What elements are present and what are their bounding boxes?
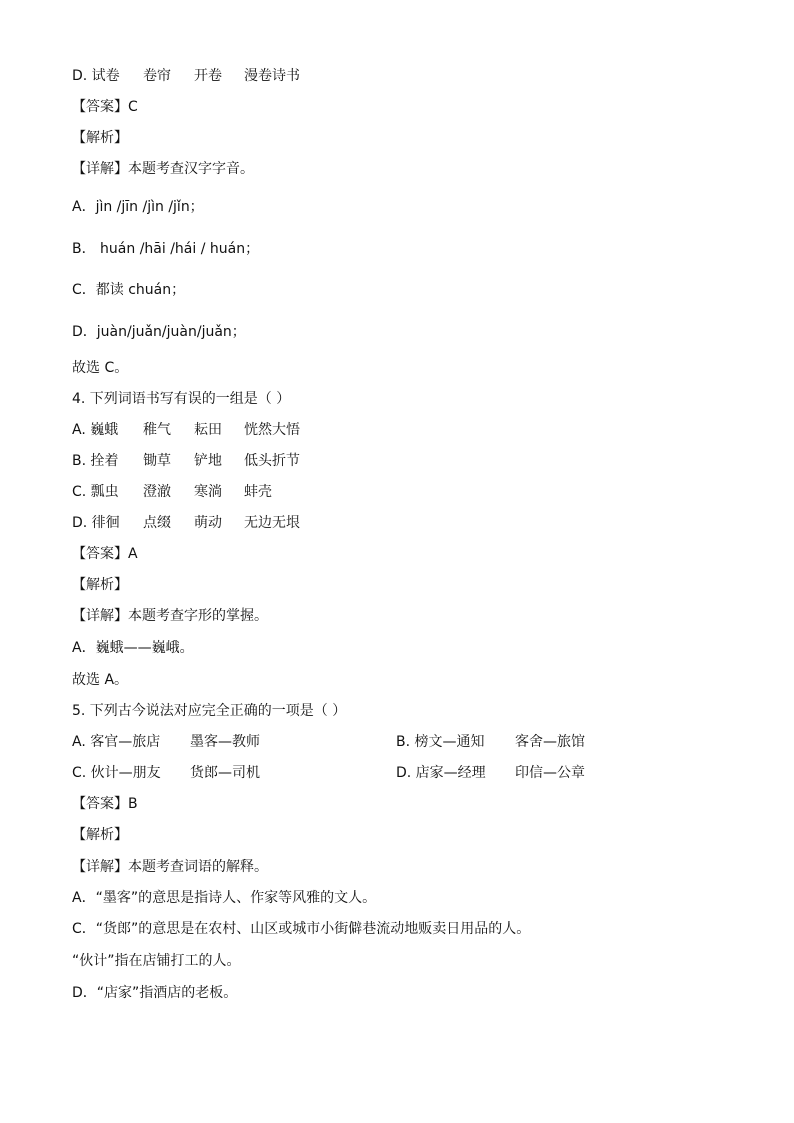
q4-option-a <box>72 420 300 440</box>
q3-option-d-word2: 卷帘 <box>143 68 171 84</box>
q3-answer: 【答案】C <box>72 99 138 115</box>
q4-option-c-word4: 蚌壳 <box>244 484 272 500</box>
q5-option-b-pair1: B. 榜文—通知 <box>396 734 485 750</box>
q5-answer: 【答案】B <box>72 796 138 812</box>
q4-option-b-word4: 低头折节 <box>244 453 300 469</box>
q5-option-d-pair1: D. 店家—经理 <box>396 765 486 781</box>
q5-question: 5. 下列古今说法对应完全正确的一项是（ ） <box>72 703 347 719</box>
q5-explanation-d: D．“店家”指酒店的老板。 <box>72 985 238 1001</box>
q4-option-d-word3: 萌动 <box>194 515 222 531</box>
q4-option-c <box>72 482 272 502</box>
q5-option-d-pair2: 印信—公章 <box>515 765 585 781</box>
q5-option-d <box>396 763 720 783</box>
q5-detail: 【详解】本题考查词语的解释。 <box>72 859 268 875</box>
q5-explanation-a: A．“墨客”的意思是指诗人、作家等风雅的文人。 <box>72 890 377 906</box>
q3-explanation-b: B． huán /hāi /hái / huán； <box>72 241 260 257</box>
q3-option-d-word4: 漫卷诗书 <box>244 68 300 84</box>
q4-option-d-word1: D. 徘徊 <box>72 515 120 531</box>
q4-option-a-word2: 稚气 <box>143 422 171 438</box>
q5-option-a <box>72 732 396 752</box>
q3-option-d-word3: 开卷 <box>194 68 222 84</box>
q5-option-a-pair1: A. 客官—旅店 <box>72 734 161 750</box>
q4-option-b-word2: 锄草 <box>143 453 171 469</box>
q5-option-c <box>72 763 396 783</box>
q4-option-c-word1: C. 瓢虫 <box>72 484 119 500</box>
q4-option-b-word3: 铲地 <box>194 453 222 469</box>
q3-conclusion: 故选 C。 <box>72 360 129 376</box>
q4-option-d-word4: 无边无垠 <box>244 515 300 531</box>
q4-option-d-word2: 点缀 <box>143 515 171 531</box>
q3-explanation-a: A．jìn /jīn /jìn /jǐn； <box>72 199 204 215</box>
q4-answer: 【答案】A <box>72 546 138 562</box>
q4-option-d <box>72 513 300 533</box>
q4-conclusion: 故选 A。 <box>72 672 129 688</box>
q5-option-c-pair2: 货郎—司机 <box>190 765 260 781</box>
q3-explanation-c: C．都读 chuán； <box>72 282 186 298</box>
q4-option-a-word3: 耘田 <box>194 422 222 438</box>
q3-option-d <box>72 66 300 86</box>
q5-option-c-pair1: C. 伙计—朋友 <box>72 765 161 781</box>
q3-detail: 【详解】本题考查汉字字音。 <box>72 161 254 177</box>
q4-explanation-a: A．巍蛾——巍峨。 <box>72 640 194 656</box>
q5-explanation-c-2: “伙计”指在店铺打工的人。 <box>72 953 241 969</box>
q5-options-row1 <box>72 732 720 752</box>
q4-option-b-word1: B. 拴着 <box>72 453 119 469</box>
q3-explanation-d: D．juàn/juǎn/juàn/juǎn； <box>72 324 246 340</box>
q3-option-d-word1: D. 试卷 <box>72 68 120 84</box>
q4-analysis-label: 【解析】 <box>72 577 128 593</box>
q4-question: 4. 下列词语书写有误的一组是（ ） <box>72 391 291 407</box>
q5-explanation-c: C．“货郎”的意思是在农村、山区或城市小街僻巷流动地贩卖日用品的人。 <box>72 921 531 937</box>
q5-option-a-pair2: 墨客—教师 <box>190 734 260 750</box>
q4-option-a-word1: A. 巍蛾 <box>72 422 119 438</box>
q5-options-row2 <box>72 763 720 783</box>
q4-option-c-word2: 澄澈 <box>143 484 171 500</box>
q5-analysis-label: 【解析】 <box>72 827 128 843</box>
q4-option-a-word4: 恍然大悟 <box>244 422 300 438</box>
q4-option-b <box>72 451 300 471</box>
q5-option-b-pair2: 客舍—旅馆 <box>515 734 585 750</box>
q4-detail: 【详解】本题考查字形的掌握。 <box>72 608 268 624</box>
q5-option-b <box>396 732 720 752</box>
q4-option-c-word3: 寒淌 <box>194 484 222 500</box>
q3-analysis-label: 【解析】 <box>72 130 128 146</box>
